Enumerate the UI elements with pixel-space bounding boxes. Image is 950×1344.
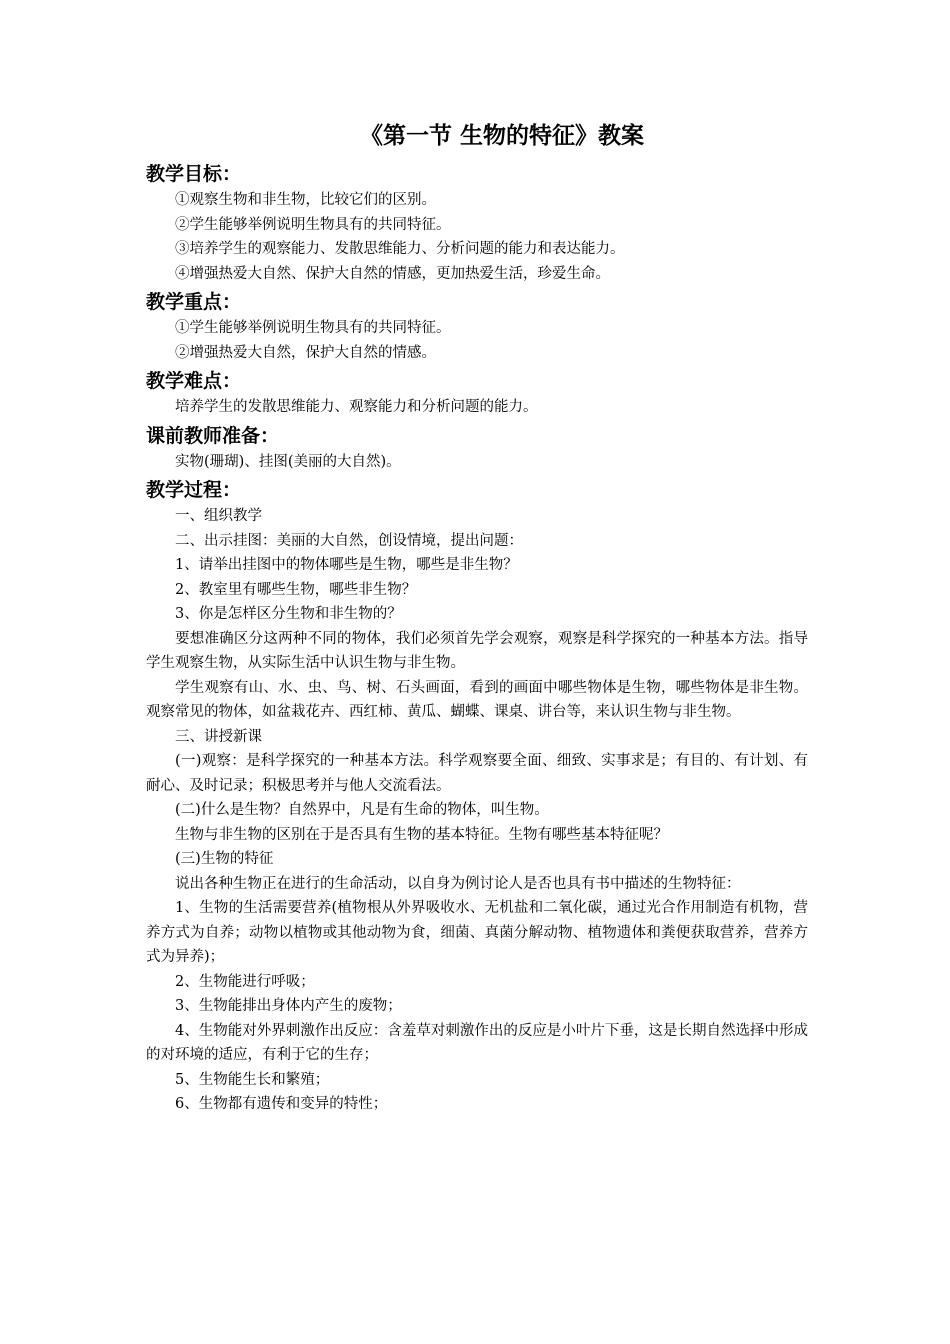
process-list bbox=[146, 504, 808, 1117]
process-paragraph: 5、生物能生长和繁殖； bbox=[175, 1071, 330, 1088]
process-paragraph: 生物与非生物的区别在于是否具有生物的基本特征。生物有哪些基本特征呢？ bbox=[175, 826, 668, 843]
process-paragraph: 2、教室里有哪些生物，哪些非生物？ bbox=[175, 581, 417, 598]
process-paragraph: 3、你是怎样区分生物和非生物的？ bbox=[175, 606, 402, 622]
section-heading-key-points: 教学重点： bbox=[146, 291, 242, 313]
document-page bbox=[146, 118, 808, 1119]
difficulty-item: 培养学生的发散思维能力、观察能力和分析问题的能力。 bbox=[175, 399, 538, 415]
section-heading-preparation: 课前教师准备： bbox=[146, 424, 280, 447]
process-paragraph: 1、生物的生活需要营养(植物根从外界吸收水、无机盐和二氧化碳，通过光合作用制造有机物，营养方式为自养；动物以植物或其他动物为食，细菌、真菌分解动物、植物遗体和粪便获取营养，营养方式为异养)； bbox=[146, 900, 808, 965]
process-paragraph: 一、组织教学 bbox=[175, 508, 262, 524]
objectives-list bbox=[146, 188, 808, 286]
process-paragraph: 二、出示挂图：美丽的大自然，创设情境，提出问题： bbox=[175, 532, 523, 549]
process-paragraph: 1、请举出挂图中的物体哪些是生物，哪些是非生物？ bbox=[175, 557, 518, 573]
objective-item: ②学生能够举例说明生物具有的共同特征。 bbox=[175, 216, 451, 233]
preparation-item: 实物(珊瑚)、挂图(美丽的大自然)。 bbox=[175, 453, 401, 470]
process-paragraph: 三、讲授新课 bbox=[175, 728, 262, 745]
objective-item: ④增强热爱大自然、保护大自然的情感，更加热爱生活，珍爱生命。 bbox=[175, 265, 610, 282]
process-paragraph: 2、生物能进行呼吸； bbox=[175, 973, 315, 990]
process-paragraph: (三)生物的特征 bbox=[175, 851, 274, 867]
process-paragraph: 4、生物能对外界刺激作出反应：含羞草对刺激作出的反应是小叶片下垂，这是长期自然选择中形成的对环境的适应，有利于它的生存； bbox=[146, 1022, 808, 1063]
process-paragraph: 要想准确区分这两种不同的物体，我们必须首先学会观察，观察是科学探究的一种基本方法。指导学生观察生物，从实际生活中认识生物与非生物。 bbox=[146, 630, 808, 671]
document-title: 《第一节 生物的特征》教案 bbox=[359, 123, 644, 149]
section-heading-difficulties: 教学难点： bbox=[146, 370, 242, 392]
key-point-item: ①学生能够举例说明生物具有的共同特征。 bbox=[175, 320, 451, 336]
process-paragraph: 说出各种生物正在进行的生命活动，以自身为例讨论人是否也具有书中描述的生物特征： bbox=[175, 875, 741, 892]
process-paragraph: 学生观察有山、水、虫、鸟、树、石头画面，看到的画面中哪些物体是生物，哪些物体是非生物。观察常见的物体，如盆栽花卉、西红柿、黄瓜、蝴蝶、课桌、讲台等，来认识生物与非生物。 bbox=[146, 679, 808, 720]
key-point-item: ②增强热爱大自然，保护大自然的情感。 bbox=[175, 344, 436, 361]
section-heading-process: 教学过程： bbox=[146, 479, 242, 501]
section-heading-objectives: 教学目标： bbox=[146, 163, 242, 185]
process-paragraph: 6、生物都有遗传和变异的特性； bbox=[175, 1096, 388, 1112]
process-paragraph: (一)观察：是科学探究的一种基本方法。科学观察要全面、细致、实事求是；有目的、有计划、有耐心、及时记录；积极思考并与他人交流看法。 bbox=[146, 753, 808, 794]
difficulties-list bbox=[146, 395, 808, 420]
objective-item: ①观察生物和非生物，比较它们的区别。 bbox=[175, 192, 436, 208]
preparation-list bbox=[146, 450, 808, 475]
objective-item: ③培养学生的观察能力、发散思维能力、分析问题的能力和表达能力。 bbox=[175, 241, 625, 257]
key-points-list bbox=[146, 316, 808, 365]
process-paragraph: (二)什么是生物？自然界中，凡是有生命的物体，叫生物。 bbox=[175, 802, 549, 818]
process-paragraph: 3、生物能排出身体内产生的废物； bbox=[175, 998, 402, 1014]
